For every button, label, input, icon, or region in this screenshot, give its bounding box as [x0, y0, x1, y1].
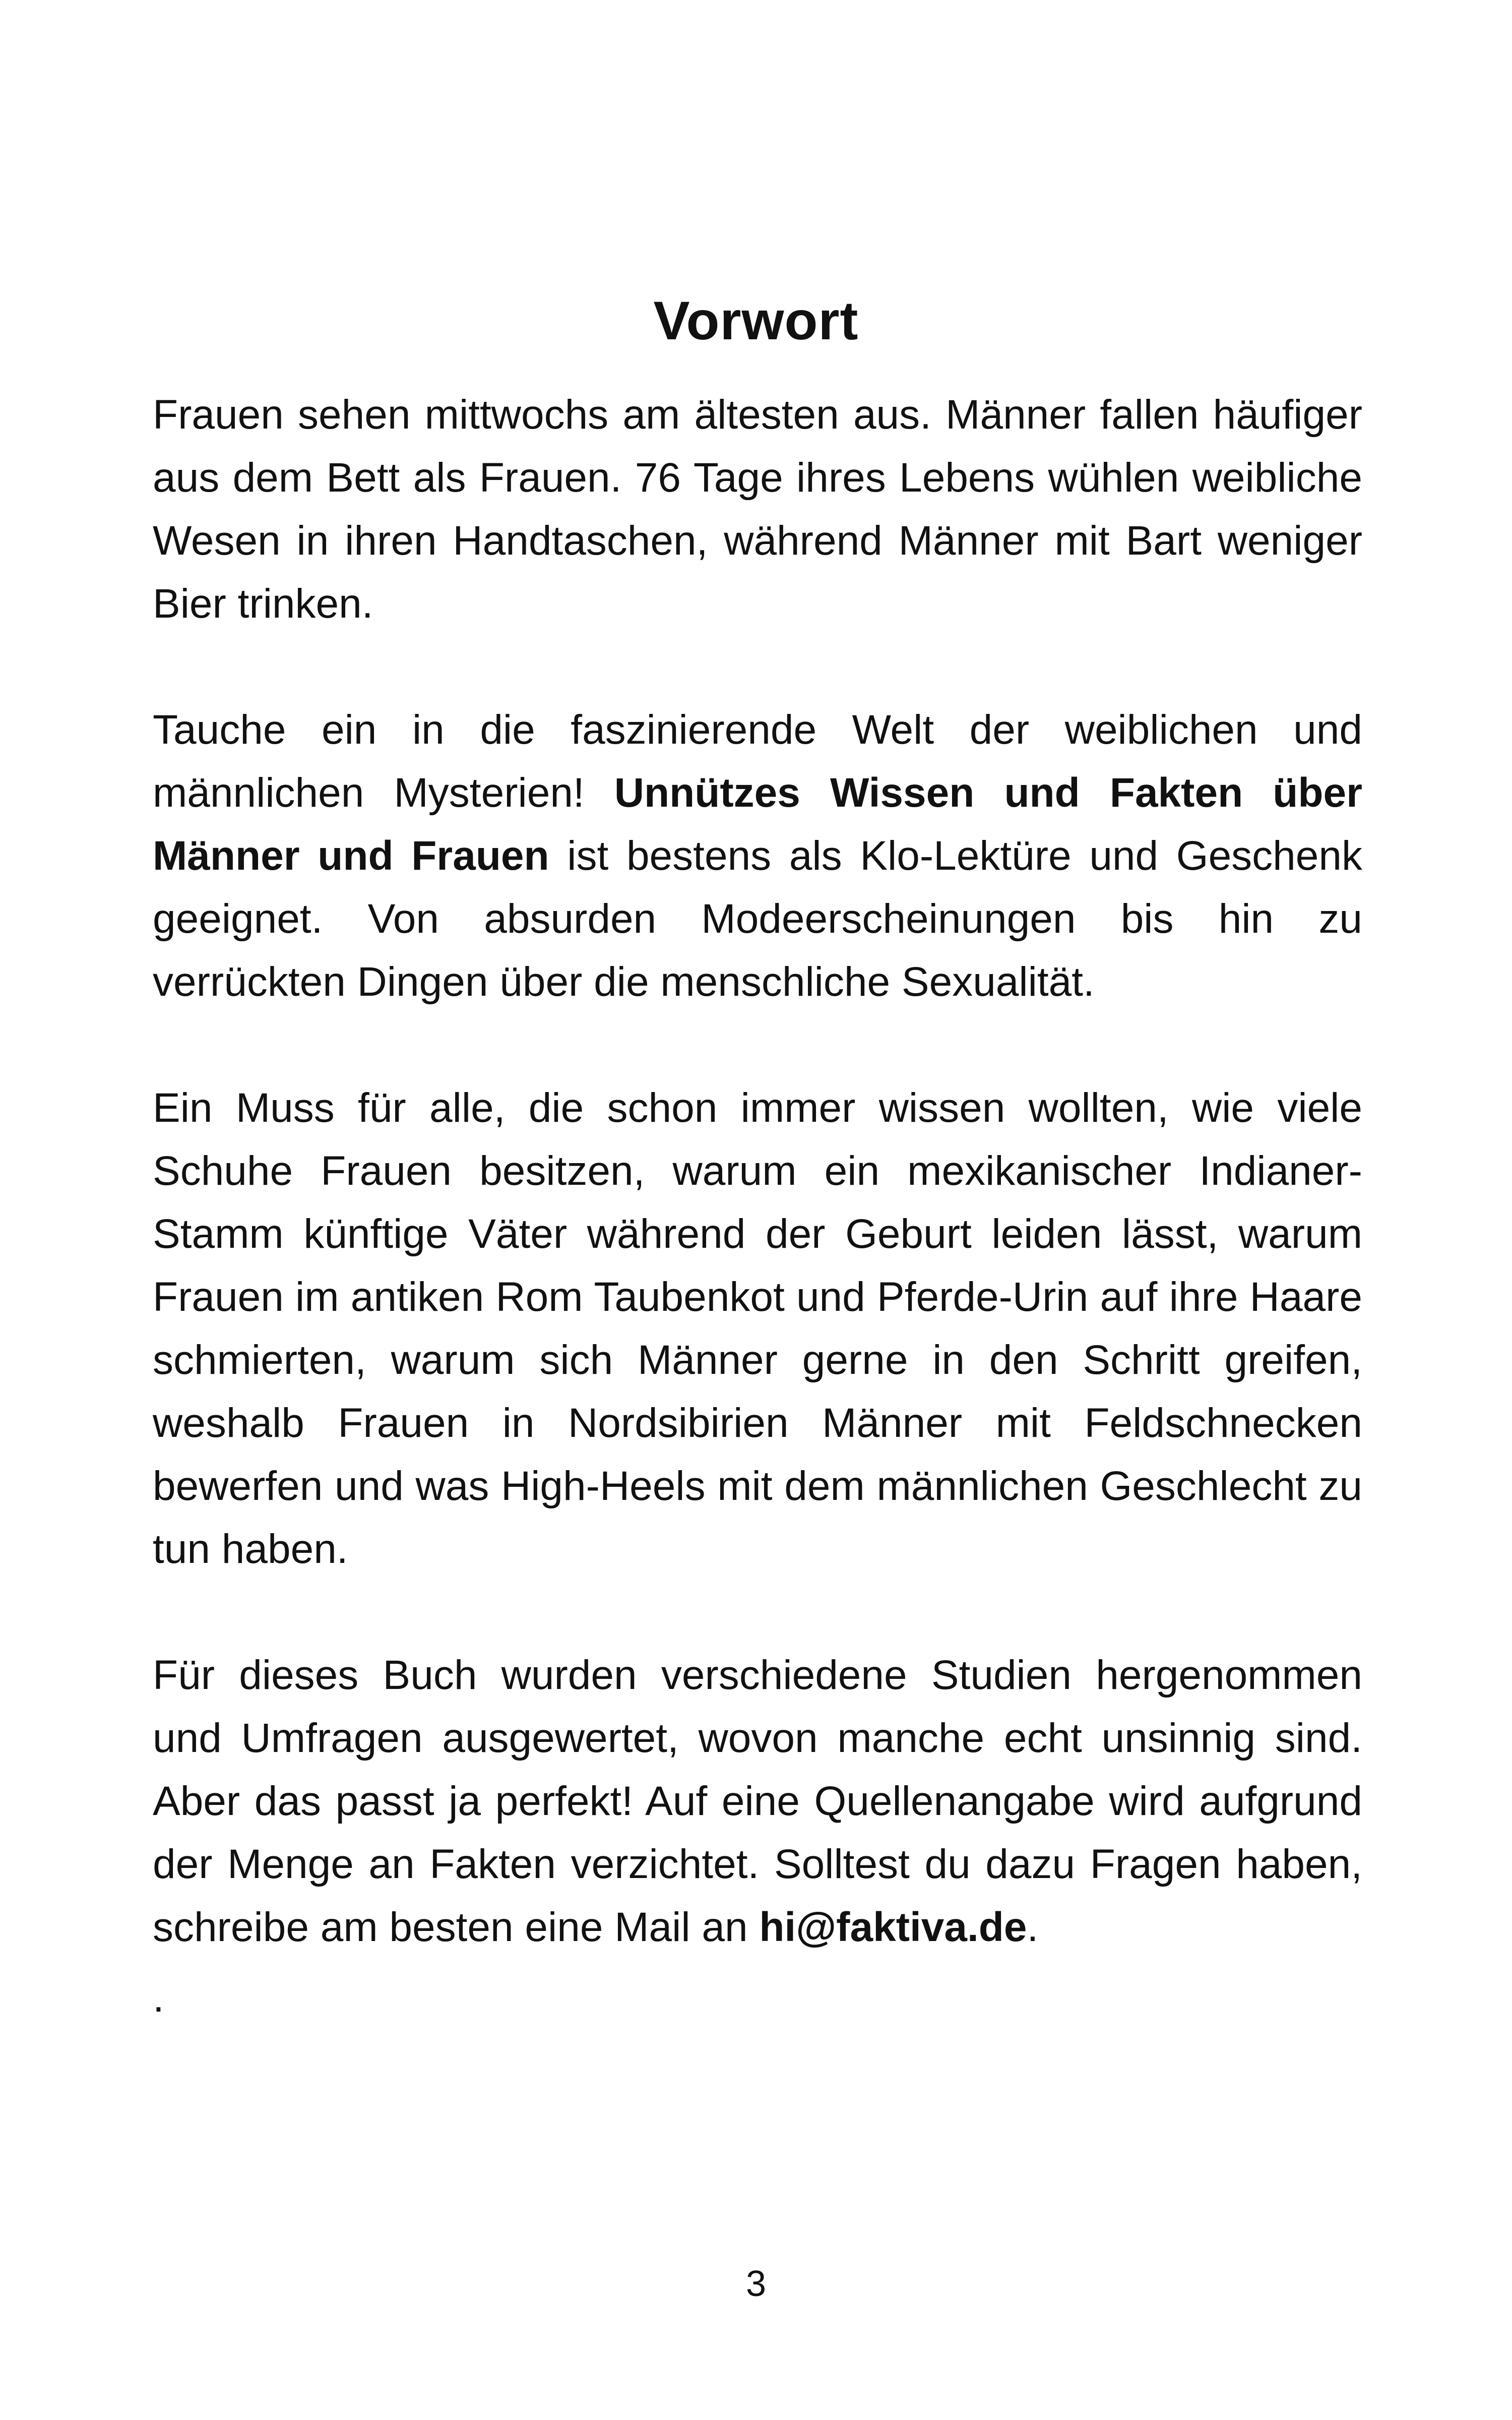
paragraph-1: Frauen sehen mittwochs am ältesten aus. Männer fallen häufiger aus dem Bett als Frauen. 76 Tage ihres Lebens wühlen weibliche Wesen in ihren Handtaschen, während Männer mit Bart weniger Bier trinken.	[153, 392, 1362, 627]
trailing-dot: .	[153, 1975, 164, 2021]
paragraph-3: Ein Muss für alle, die schon immer wissen wollten, wie viele Schuhe Frauen besitzen, warum ein mexikanischer Indianer-Stamm künftige Väter während der Geburt leiden lässt, warum Frauen im antiken Rom Taubenkot und Pferde-Urin auf ihre Haare schmierten, warum sich Männer gerne in den Schritt greifen, weshalb Frauen in Nordsibirien Männer mit Feldschnecken bewerfen und was High-Heels mit dem männlichen Geschlecht zu tun haben.	[153, 1085, 1362, 1572]
book-title-emphasis: Unnützes Wissen und Fakten über Männer und Frauen	[153, 770, 1362, 879]
page-number: 3	[745, 2264, 767, 2304]
paragraph-2	[153, 698, 1362, 1013]
paragraph-2-text-start: Tauche ein in die faszinierende Welt der weiblichen und männlichen Mysterien!	[153, 707, 1362, 816]
paragraph-4-end: .	[1027, 1904, 1039, 1950]
paragraph-4	[153, 1644, 1362, 1959]
page-title: Vorwort	[653, 290, 859, 351]
contact-email: hi@faktiva.de	[759, 1904, 1027, 1950]
paragraph-4-text: Für dieses Buch wurden verschiedene Studien hergenommen und Umfragen ausgewertet, wovon manche echt unsinnig sind. Aber das passt ja perfekt! Auf eine Quellenangabe wird aufgrund der Menge an Fakten verzichtet. Solltest du dazu Fragen haben, schreibe am besten eine Mail an	[153, 1652, 1362, 1950]
paragraph-2-text-end: ist bestens als Klo-Lektüre und Geschenk geeignet. Von absurden Modeerscheinungen bis hin zu verrückten Dingen über die menschliche Sexualität.	[153, 833, 1362, 1005]
body-text	[153, 383, 1362, 1959]
